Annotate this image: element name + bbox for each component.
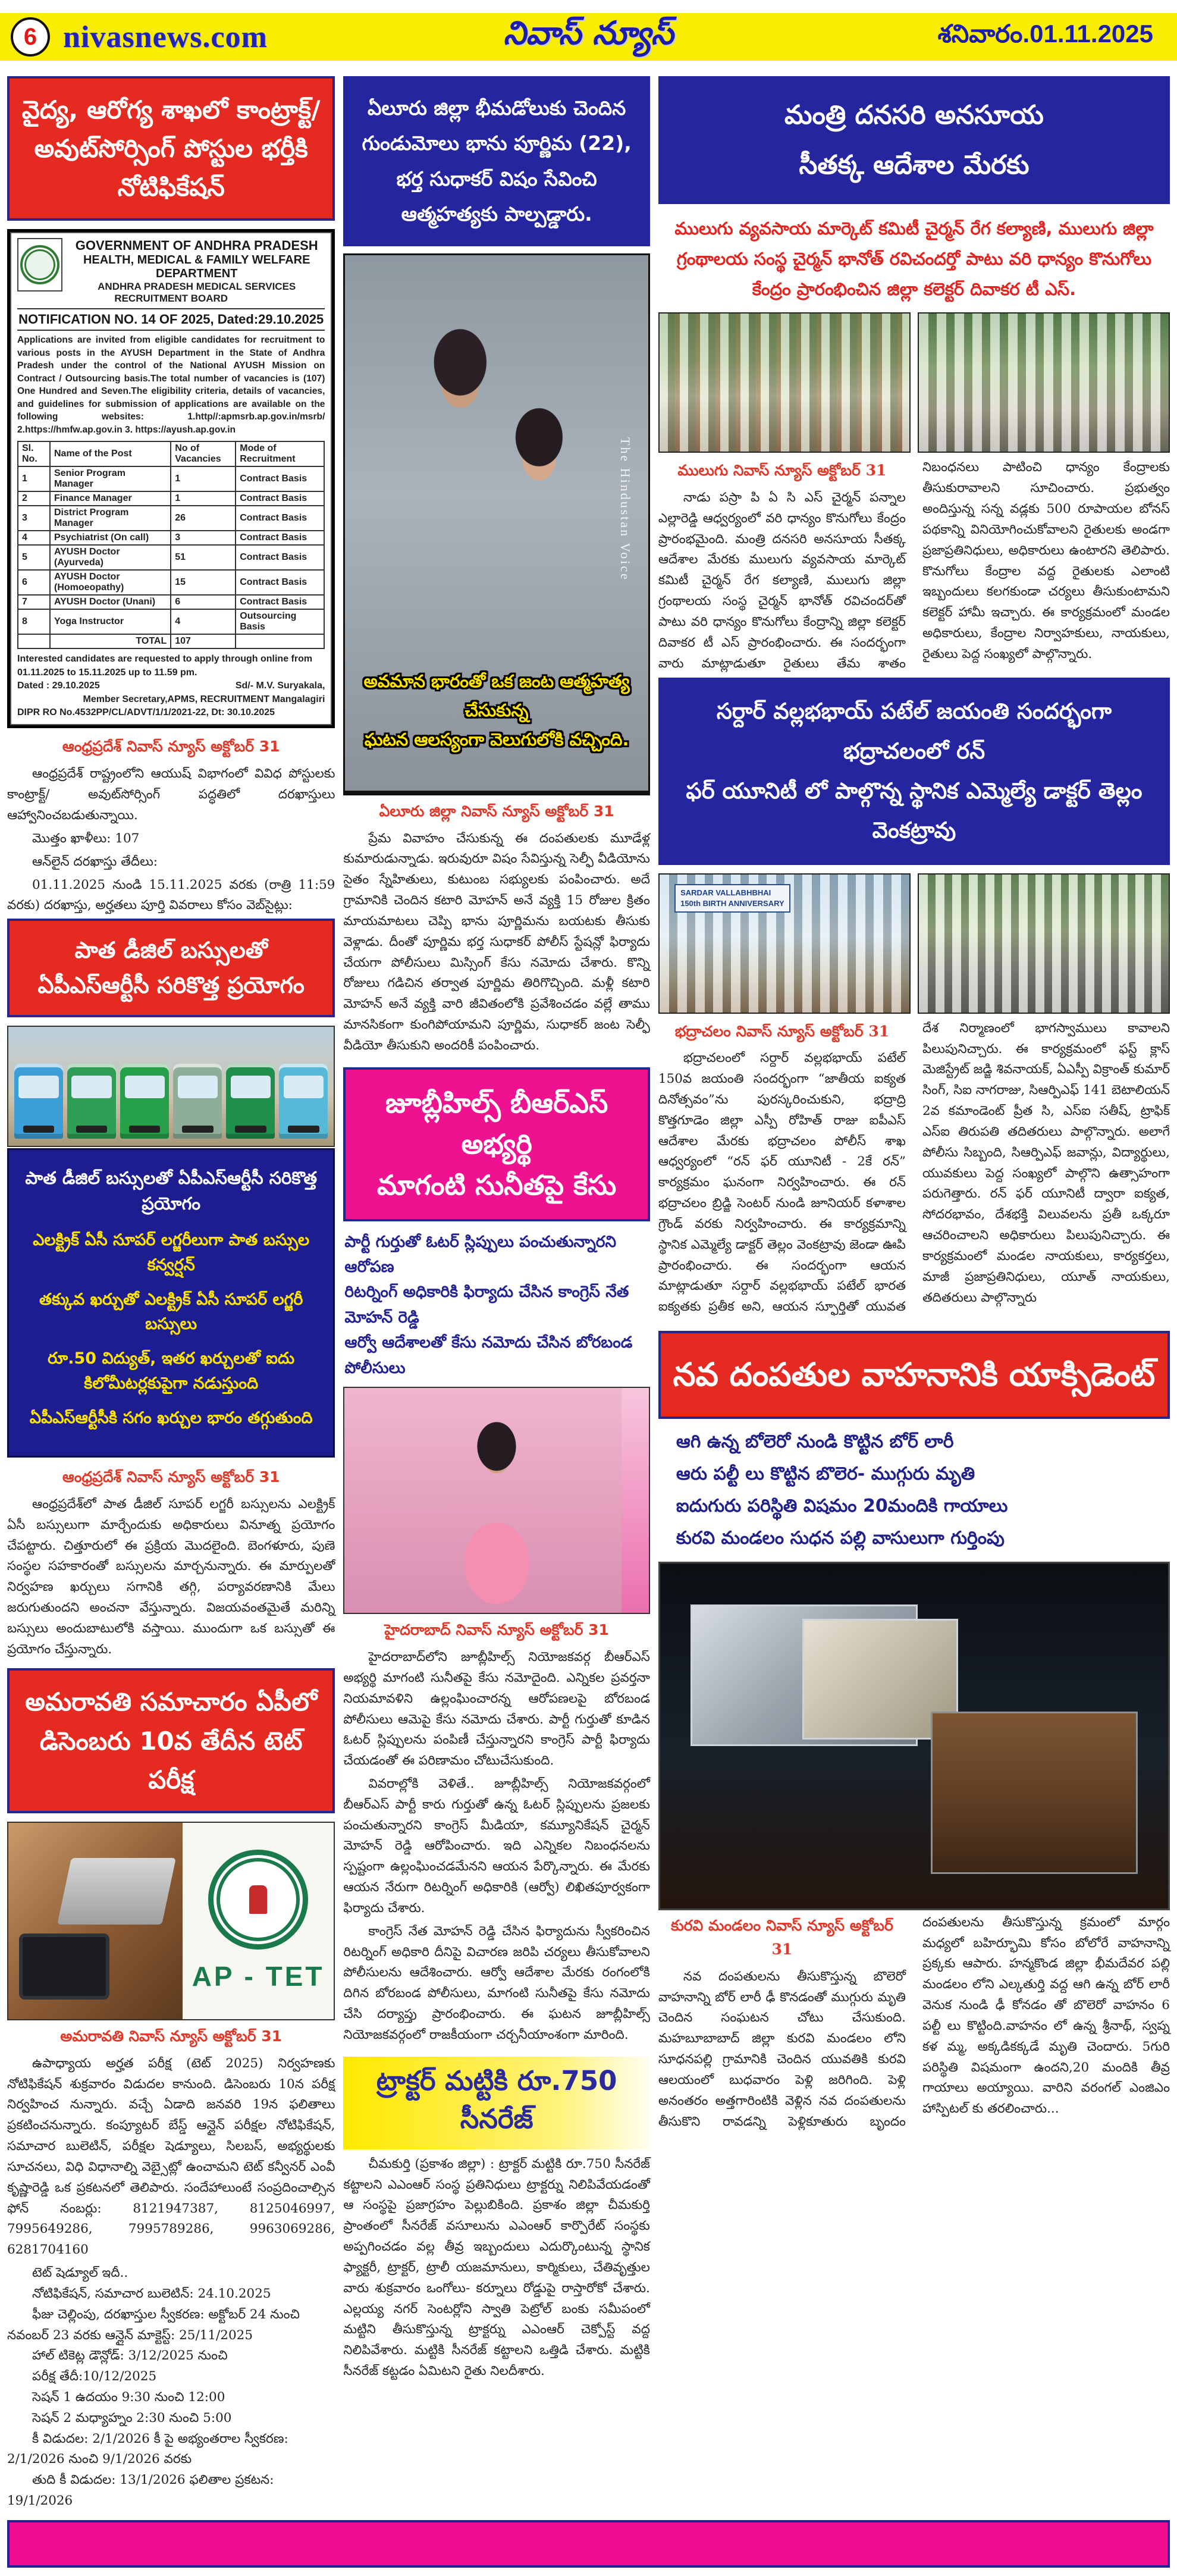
cell-slno: 1 bbox=[18, 466, 50, 491]
event-banner-line: SARDAR VALLABHBHAI bbox=[680, 888, 771, 897]
cell-mode: Contract Basis bbox=[236, 531, 324, 545]
headline-line: అమరావతి సమాచారం ఏపీలో bbox=[25, 1687, 318, 1717]
paragraph: భద్రాచలంలో సర్దార్ వల్లభభాయ్ పటేల్ 150వ జయంతి సందర్భంగా “జాతీయ ఐక్యత దినోత్సవం”ను పురస్కరించుకుని, భద్రాద్రి కొత్తగూడెం జిల్లా ఎస్పీ రోహిత్ రాజు ఐపీఎస్ ఆదేశాల మేరకు భద్రాచలం పోలీస్ శాఖ ఆధ్వర్యంలో “రన్ ఫర్ యూనిటీ - 2కే రన్” కార్యక్రమం ఘనంగా నిర్వహించారు. ఈ రన్ భద్రాచలం బ్రిడ్జి సెంటర్ నుండి జూనియర్ కళాశాల గ్రౌండ్ వరకు నిర్వహించారు. ఈ కార్యక్రమాన్ని స్థానిక ఎమ్మెల్యే డాక్టర్ తెల్లం వెంకట్రావు జెండా ఊపి ప్రారంభించారు. ఈ సందర్భంగా ఆయన మాట్లాడుతూ సర్దార్ వల్లభభాయ్ పటేల్ భారత ఐక్యతకు ప్రతీక అని, ఆయన స్ఫూర్తితో యువత దేశ నిర్మాణంలో భాగస్వాములు కావాలని పిలుపునిచ్చారు. ఈ కార్యక్రమంలో ఫస్ట్ క్లాస్ మెజిస్ట్రేట్ జడ్జి శివనాయక్, ఏఎస్పీ విక్రాంత్ కుమార్ సింగ్, సిఐ నాగరాజు, సిఆర్పిఎఫ్ 141 బెటాలియన్ 2వ కమాండెంట్ ప్రీత సి, ఎస్ఐ సతీష్, ట్రాఫిక్ ఎస్ఐ తిరుపతి తదితరులు పాల్గొన్నారు. అలాగే పోలీసు సిబ్బంది, సిఆర్పిఎఫ్ జవాన్లు, విద్యార్థులు, యువకులు పెద్ద సంఖ్యలో పాల్గొని ఉత్సాహంగా పరుగెత్తారు. రన్ ఫర్ యూనిటీ ద్వారా ఐక్యత, సోదరభావం, దేశభక్తి విలువలను ప్రతీ ఒక్కరూ ఆచరించాలని అధికారులు పిలుపునిచ్చారు. ఈ కార్యక్రమంలో మండల నాయకులు, కార్యకర్తలు, మాజీ ప్రజాప్రతినిధులు, యూత్ నాయకులు, తదితరులు పాల్గొన్నారు bbox=[658, 1020, 1170, 1315]
unity-run-photo bbox=[918, 873, 1170, 1014]
article-body bbox=[7, 2054, 335, 2263]
headline-box-run-for-unity bbox=[658, 678, 1170, 864]
cell-slno: 2 bbox=[18, 491, 50, 506]
laptop-photo bbox=[8, 1823, 183, 2019]
gov-emblem-icon bbox=[17, 238, 62, 292]
headline-line: జూబ్లీహిల్స్ బీఆర్ఎస్ అభ్యర్థి bbox=[385, 1086, 608, 1160]
table-row bbox=[18, 491, 324, 506]
subhead-line: కురవి మండలం సుధన పల్లి వాసులుగా గుర్తింపు bbox=[676, 1527, 1005, 1549]
dateline: కురవి మండలం నివాస్ న్యూస్ అక్టోబర్ 31 bbox=[671, 1916, 893, 1958]
cell-post: AYUSH Doctor (Ayurveda) bbox=[50, 545, 171, 570]
headline-line: మాగంటి సునీతపై కేసు bbox=[376, 1168, 617, 1201]
photo-side-banner bbox=[622, 1388, 649, 1613]
cell-vacancies: 4 bbox=[171, 609, 236, 634]
gov-department: HEALTH, MEDICAL & FAMILY WELFARE DEPARTMENT bbox=[83, 253, 310, 281]
cell-mode: Contract Basis bbox=[236, 466, 324, 491]
table-row bbox=[18, 570, 324, 595]
subhead-line: ఐదుగురు పరిస్థితి విషమం 20మందికి గాయాలు bbox=[676, 1495, 1008, 1516]
article-badrachalam bbox=[658, 1019, 1170, 1318]
dated-line: Dated : 29.10.2025 bbox=[17, 681, 100, 691]
headline-line: అవుట్‌సోర్సింగ్ పోస్టుల భర్తీకి నోటిఫికేషన్ bbox=[34, 134, 308, 202]
subheadline bbox=[343, 1227, 649, 1387]
cell-mode: Outsourcing Basis bbox=[236, 609, 324, 634]
schedule-item: పరీక్ష తేదీ:10/12/2025 bbox=[32, 2369, 157, 2384]
article-body bbox=[7, 1494, 335, 1663]
notification-intro: Applications are invited from eligible candidates for recruitment to various posts in the AYUSH Department in the State of Andhra Pradesh under the control of the National AYUSH Mission on Contract / Outsourcing basis.The total number of vacancies is (107) One Hundred and Seven.The eligibility criteria, details of vacancies, and guidelines for submission of applications are available on the following websites: 1.http//:apmsrb.ap.gov.in/msrb/ 2.https://hmfw.ap.gov.in 3. https://ayush.ap.gov.in bbox=[17, 330, 325, 436]
bus-shape bbox=[67, 1064, 116, 1139]
columns bbox=[0, 61, 1177, 2512]
schedule-item: కీ విడుదల: 2/1/2026 కీ పై అభ్యంతరాల స్వీకరణ: 2/1/2026 నుంచి 9/1/2026 వరకు bbox=[7, 2431, 288, 2467]
paragraph: వివరాల్లోకి వెళితే.. జూబ్లీహిల్స్ నియోజకవర్గంలో బీఆర్ఎస్ పార్టీ కారు గుర్తుతో ఉన్న ఓటర్ స్లిప్పులను ప్రజలకు పంచుతున్నారని కాంగ్రెస్ మీడియా, కమ్యూనికేషన్ చైర్మన్ మోహన్ రెడ్డి ఆరోపించారు. ఇది ఎన్నికల నిబంధనలను స్పష్టంగా ఉల్లంఘించడమేనని ఆయన పేర్కొన్నారు. ఈ మేరకు ఆయన నేరుగా రిటర్నింగ్ అధికారికి (ఆర్వో) లిఖితపూర్వకంగా ఫిర్యాదు చేశారు. bbox=[343, 1776, 650, 1916]
dateline: ఏలూరు జిల్లా నివాస్ న్యూస్ అక్టోబర్ 31 bbox=[379, 802, 614, 820]
site-name: nivasnews.com bbox=[63, 20, 268, 54]
notification-number: NOTIFICATION NO. 14 OF 2025, Dated:29.10.2025 bbox=[17, 308, 325, 327]
cell-mode: Contract Basis bbox=[236, 595, 324, 609]
schedule-item: నోటిఫికేషన్, సమాచార బులెటిన్: 24.10.2025 bbox=[32, 2286, 271, 2301]
article-mulugu bbox=[658, 457, 1170, 674]
bus-shape bbox=[14, 1064, 63, 1139]
table-header-row bbox=[18, 441, 324, 466]
event-banner-line: 150th BIRTH ANNIVERSARY bbox=[680, 899, 784, 908]
info-line-yellow: ఎలక్ట్రిక్ ఏసీ సూపర్ లగ్జరీలుగా పాత బస్సుల కన్వర్షన్ bbox=[33, 1230, 310, 1274]
subhead-line: ఆర్వో ఆదేశాలతో కేసు నమోదు చేసిన బోరబండ పోలీసులు bbox=[344, 1333, 633, 1377]
headline-line: మంత్రి దనసరి అనసూయ bbox=[784, 100, 1044, 130]
table-row bbox=[18, 466, 324, 491]
headline-box-eluru: ఏలూరు జిల్లా భీమడోలుకు చెందిన గుండుమోలు భాను పూర్ణిమ (22), భర్త సుధాకర్ విషం సేవించి ఆత్మహత్యకు పాల్పడ్డారు. bbox=[343, 76, 649, 246]
dateline: అమరావతి నివాస్ న్యూస్ అక్టోబర్ 31 bbox=[60, 2027, 283, 2045]
cell-vacancies: 3 bbox=[171, 531, 236, 545]
cell-slno: 6 bbox=[18, 570, 50, 595]
article-kuravi bbox=[658, 1913, 1170, 2133]
photo-row bbox=[658, 873, 1170, 1014]
headline-line: ఫర్ యూనిటీ లో పాల్గొన్న స్థానిక ఎమ్మెల్యే డాక్టర్ తెల్లం వెంకట్రావు bbox=[686, 778, 1143, 844]
cell-slno: 3 bbox=[18, 506, 50, 531]
schedule-item: ఫీజు చెల్లింపు, దరఖాస్తుల స్వీకరణ: అక్టోబర్ 24 నుంచి నవంబర్ 23 వరకు ఆన్లైన్ మాక్టెస్ట్: 25/11/2025 bbox=[7, 2307, 300, 2343]
table-row bbox=[18, 595, 324, 609]
cell-mode: Contract Basis bbox=[236, 506, 324, 531]
tet-schedule bbox=[7, 2263, 335, 2512]
paragraph: ప్రేమ వివాహం చేసుకున్న ఈ దంపతులకు మూడేళ్ల కుమారుడున్నాడు. ఇరువురూ విషం సేవిస్తున్న సెల్ఫీ వీడియోను సైతం స్నేహితులు, కుటుంబ సభ్యులకు పంపించారు. అదే గ్రామానికి చెందిన కటారి మోహన్ అనే వ్యక్తి 15 రోజుల క్రితం మాయమాటలు చెప్పి భాను పూర్ణిమను బయటకు తీసుకు వెళ్లాడు. దీంతో పూర్ణిమ భర్త సుధాకర్ పోలీస్ స్టేషన్లో ఫిర్యాదు చేయగా పోలీసులు మిస్సింగ్ కేసు నమోదు చేశారు. కొన్ని రోజులు గడిచిన తర్వాత పూర్ణిమ తిరిగొచ్చింది. మళ్లీ కటారి మోహన్ అనే వ్యక్తి వారి జీవితంలోకి ప్రవేశించడం వల్లే తాము మానసికంగా కుంగిపోయామని పూర్ణిమ, సుధాకర్ జంట సెల్ఫీ వీడియో తీసుకుని అందరికీ పంపించారు. bbox=[343, 831, 650, 1053]
page-number-badge: 6 bbox=[11, 17, 50, 57]
info-line-yellow: రూ.50 విద్యుత్, ఇతర ఖర్చులతో ఐదు కిలోమీటర్లకుపైగా నడుస్తుంది bbox=[48, 1349, 295, 1393]
headline-banner-tet bbox=[7, 1668, 335, 1813]
cell-post: Senior Program Manager bbox=[50, 466, 171, 491]
tablet-shape bbox=[19, 1933, 110, 2000]
paragraph: నవ దంపతులను తీసుకొస్తున్న బొలెరో వాహనాన్ని బోర్ లారీ ఢీ కొనడంతో ముగ్గురు మృతి చెందిన సంఘటన చోటు చేసుకుంది. మహబూబాబాద్ జిల్లా కురవి మండలం లోని సూధనపల్లి గ్రామానికి చెందిన యువతికి కురవి ఆలయంలో బుధవారం పెళ్లి జరిగింది. పెళ్లి అనంతరం అత్తగారింటికి వెళ్లిన నవ దంపతులను తీసుకొని రావడన్ని పెళ్లికూతురు బృందం దంపతులను తీసుకొస్తున్న క్రమంలో మార్గం మధ్యలో బహిర్భూమి కోసం బోలోరే వాహనాన్ని ప్రక్కకు ఆపారు. హన్మకొండ జిల్లా భీమదేవర పల్లి మండలం లోని ఎల్కతుర్తి వద్ద ఆగి ఉన్న బోర్ లారీ వెనుక నుండి ఢీ కోనడం తో బొలెరో వాహనం 6 పల్టీ లు కొట్టింది.వాహనం లో ఉన్న శ్రీనాథ్, స్వప్న కళ మ్మ, అక్కడికక్కడే మృతి చెందారు. 5గురి పరిస్థితి విషమంగా ఉందని,20 మందికి తీవ్ర గాయాలు అయ్యాయి. వారిని వరంగల్ ఎంజిఎం హాస్పిటల్ కు తరలించారు... bbox=[658, 1914, 1170, 2129]
subhead-line: ఆరు పల్టీ లు కొట్టిన బొలెర- ముగ్గురు మృతి bbox=[676, 1463, 975, 1484]
notification-footer bbox=[17, 653, 325, 719]
cell-vacancies: 51 bbox=[171, 545, 236, 570]
headline-banner-notification bbox=[7, 76, 335, 221]
notification-box bbox=[7, 229, 335, 728]
cell-slno: 5 bbox=[18, 545, 50, 570]
info-box-apsrtc bbox=[7, 1148, 335, 1458]
total-value: 107 bbox=[171, 634, 236, 648]
crashed-vehicle-shape bbox=[931, 1712, 1138, 1874]
cell-slno: 4 bbox=[18, 531, 50, 545]
article-body bbox=[343, 2154, 649, 2384]
headline-line: డిసెంబరు 10వ తేదీన టెట్ పరీక్ష bbox=[39, 1726, 303, 1794]
masthead-bar bbox=[0, 13, 1177, 61]
table-row bbox=[18, 506, 324, 531]
cell-post: Yoga Instructor bbox=[50, 609, 171, 634]
bus-shape bbox=[173, 1064, 222, 1139]
col-header-post: Name of the Post bbox=[50, 441, 171, 466]
cell-post: Finance Manager bbox=[50, 491, 171, 506]
headline-banner-accident: నవ దంపతుల వాహనానికి యాక్సిడెంట్ bbox=[658, 1331, 1170, 1419]
aptet-photo bbox=[7, 1822, 335, 2020]
notification-header bbox=[17, 238, 325, 305]
cell-vacancies: 1 bbox=[171, 491, 236, 506]
photo-watermark: The Hindustan Voice bbox=[617, 437, 633, 581]
aptet-label: AP - TET bbox=[192, 1960, 325, 1992]
cell-post: District Program Manager bbox=[50, 506, 171, 531]
photo-caption bbox=[345, 667, 648, 755]
secretary-line: Member Secretary,APMS, RECRUITMENT Mangalagiri bbox=[83, 694, 325, 704]
signature: Sd/- M.V. Suryakala, bbox=[235, 681, 325, 691]
gov-heading: GOVERNMENT OF ANDHRA PRADESH bbox=[75, 238, 318, 253]
bus-shape bbox=[120, 1064, 169, 1139]
cell-mode: Contract Basis bbox=[236, 570, 324, 595]
unity-stage-photo bbox=[658, 873, 911, 1014]
table-total-row bbox=[18, 634, 324, 648]
left-column bbox=[7, 76, 335, 2512]
cell-mode: Contract Basis bbox=[236, 545, 324, 570]
total-label: TOTAL bbox=[50, 634, 171, 648]
schedule-item: సెషన్ 1 ఉదయం 9:30 నుంచి 12:00 bbox=[32, 2390, 225, 2405]
dateline: భద్రాచలం నివాస్ న్యూస్ అక్టోబర్ 31 bbox=[674, 1022, 890, 1040]
paddy-center-photo-2 bbox=[918, 312, 1170, 453]
cell-vacancies: 15 bbox=[171, 570, 236, 595]
subhead-line: ఆగి ఉన్న బోలెరో నుండి కొట్టిన బోర్ లారీ bbox=[676, 1431, 954, 1452]
dateline: ములుగు నివాస్ న్యూస్ అక్టోబర్ 31 bbox=[677, 462, 887, 480]
bus-shape bbox=[279, 1064, 328, 1139]
paragraph: హైదరాబాద్‌లోని జూబ్లీహిల్స్ నియోజకవర్గ బీఆర్ఎస్ అభ్యర్థి మాగంటి సునీతపై కేసు నమోదైంది. ఎన్నికల ప్రవర్తనా నియమావళిని ఉల్లంఘించారన్న ఆరోపణలపై బోరబండ పోలీసులు ఆమెపై కేసు నమోదు చేశారు. పార్టీ గుర్తుతో కూడిన ఓటర్ స్లిప్పులను పంపిణీ చేస్తున్నారని కాంగ్రెస్ పార్టీ ఫిర్యాదు చేయడంతో ఈ పరిణామం చోటుచేసుకుంది. bbox=[343, 1650, 650, 1769]
dateline: హైదరాబాద్ నివాస్ న్యూస్ అక్టోబర్ 31 bbox=[384, 1621, 609, 1639]
cell-vacancies: 1 bbox=[171, 466, 236, 491]
apply-note: Interested candidates are requested to apply through online from 01.11.2025 to 15.11.2025 up to 11.59 pm. bbox=[17, 654, 313, 678]
caption-line: అవమాన భారంతో ఒక జంట ఆత్మహత్య చేసుకున్న bbox=[363, 670, 630, 720]
headline-line: సర్దార్ వల్లభభాయ్ పటేల్ జయంతి సందర్భంగా భద్రాచలంలో రన్ bbox=[716, 698, 1112, 764]
cell-vacancies: 6 bbox=[171, 595, 236, 609]
gov-board: ANDHRA PRADESH MEDICAL SERVICES RECRUITMENT BOARD bbox=[98, 281, 296, 305]
article-body bbox=[343, 1647, 649, 2048]
info-line-yellow: తక్కువ ఖర్చుతో ఎలక్ట్రిక్ ఏసీ సూపర్ లగ్జరీ బస్సులు bbox=[39, 1290, 303, 1334]
schedule-item: హాల్ టికెట్ల డౌన్లోడ్: 3/12/2025 నుంచి bbox=[32, 2348, 228, 2364]
headline-line: సీతక్క ఆదేశాల మేరకు bbox=[799, 149, 1030, 180]
ap-government-emblem-icon bbox=[208, 1850, 308, 1950]
info-line-white: పాత డీజిల్ బస్సులతో ఏపీఎస్ఆర్టీసీ సరికొత్త ప్రయోగం bbox=[25, 1167, 318, 1214]
issue-date: శనివారం.01.11.2025 bbox=[937, 19, 1153, 48]
headline-tractor-seigniorage: ట్రాక్టర్ మట్టికి రూ.750 సీనరేజ్ bbox=[343, 2057, 649, 2149]
headline-banner-brs-case bbox=[343, 1067, 649, 1221]
paragraph: కాంగ్రెస్ నేత మోహన్ రెడ్డి చేసిన ఫిర్యాదును స్వీకరించిన రిటర్నింగ్ అధికారి దీనిపై విచారణ జరిపి చర్యలు తీసుకోవాలని పోలీసులను ఆదేశించారు. ఆర్వో ఆదేశాల మేరకు రంగంలోకి దిగిన బోరబండ పోలీసులు, మాగంటి సునీతపై కేసు నమోదు చేసి దర్యాప్తు ప్రారంభించారు. ఈ ఘటన జూబ్లీహిల్స్ నియోజకవర్గంలో రాజకీయంగా చర్చనీయాంశంగా మారింది. bbox=[343, 1923, 650, 2042]
couple-photo bbox=[343, 253, 649, 795]
dateline: ఆంధ్రప్రదేశ్ నివాస్ న్యూస్ అక్టోబర్ 31 bbox=[62, 1468, 280, 1486]
paragraph: 01.11.2025 నుండి 15.11.2025 వరకు (రాత్రి 11:59 వరకు) దరఖాస్తు, అర్హతలు పూర్తి వివరాలు కోసం వెబ్‌సైట్లు: bbox=[7, 877, 335, 913]
cell-mode: Contract Basis bbox=[236, 491, 324, 506]
article-body bbox=[343, 829, 649, 1059]
schedule-item: తుది కీ విడుదల: 13/1/2026 ఫలితాల ప్రకటన: 19/1/2026 bbox=[7, 2472, 274, 2509]
cell-slno: 7 bbox=[18, 595, 50, 609]
photo-row bbox=[658, 312, 1170, 453]
cell-slno: 8 bbox=[18, 609, 50, 634]
paragraph: ఆంధ్రప్రదేశ్ రాష్ట్రంలోని ఆయుష్ విభాగంలో వివిధ పోస్టులకు కాంట్రాక్ట్/ అవుట్‌సోర్సింగ్ పద్ధతిలో దరఖాస్తులు ఆహ్వానించబడుతున్నాయి. bbox=[7, 766, 335, 823]
headline-banner-apsrtc bbox=[7, 919, 335, 1017]
schedule-item: సెషన్ 2 మధ్యాహ్నం 2:30 నుంచి 5:00 bbox=[32, 2410, 232, 2425]
dateline: ఆంధ్రప్రదేశ్ నివాస్ న్యూస్ అక్టోబర్ 31 bbox=[62, 738, 280, 756]
table-row bbox=[18, 531, 324, 545]
accident-subheads bbox=[658, 1424, 1170, 1562]
subhead-line: పార్టీ గుర్తుతో ఓటర్ స్లిప్పులు పంచుతున్నారని ఆరోపణ bbox=[344, 1232, 617, 1277]
col-header-vacancies: No of Vacancies bbox=[171, 441, 236, 466]
paragraph: ఆంధ్రప్రదేశ్‌లో పాత డీజిల్ సూపర్ లగ్జరీ బస్సులను ఎలక్ట్రిక్ ఏసీ బస్సులుగా మార్చేందుకు అధికారులు వినూత్న ప్రయోగం చేపట్టారు. చిత్తూరులో ఈ ప్రక్రియ మొదలైంది. బెంగళూరు, పుణె సంస్థల సహకారంతో బస్సులను మార్చనున్నారు. ఈ మార్పులతో నిర్వహణ ఖర్చులు సగానికి తగ్గి, పర్యావరణానికి మేలు జరుగుతుందని అంచనా వేస్తున్నారు. విజయవంతమైతే మరిన్ని బస్సులు అందుబాటులోకి వస్తాయి. ముందుగా ఒక బస్సుతో ఈ ప్రయోగం చేస్తున్నారు. bbox=[7, 1496, 335, 1657]
paragraph: మొత్తం ఖాళీలు: 107 bbox=[32, 831, 140, 846]
article-body bbox=[7, 764, 335, 919]
caption-line: ఘటన ఆలస్యంగా వెలుగులోకి వచ్చింది. bbox=[364, 729, 629, 750]
headline-line: ఏపీఎస్ఆర్టీసీ సరికొత్త ప్రయోగం bbox=[37, 972, 305, 999]
subhead-line: రిటర్నింగ్ అధికారికి ఫిర్యాదు చేసిన కాంగ్రెస్ నేత మోహన్ రెడ్డి bbox=[344, 1283, 629, 1327]
paddy-center-photo-1 bbox=[658, 312, 911, 453]
cell-post: AYUSH Doctor (Unani) bbox=[50, 595, 171, 609]
dipr-line: DIPR RO No.4532PP/CL/ADVT/1/1/2021-22, Dt: 30.10.2025 bbox=[17, 707, 275, 717]
paragraph: నాడు పస్రా పి ఏ సి ఎస్ చైర్మన్ పన్నాల ఎల్లారెడ్డి ఆధ్వర్యంలో వరి ధాన్యం కొనుగోలు కేంద్రం ప్రారంభమైంది. మంత్రి దనసరి అనసూయ సీతక్క ఆదేశాల మేరకు ములుగు వ్యవసాయ మార్కెట్ కమిటీ చైర్మన్ రేగ కల్యాణి, ములుగు జిల్లా గ్రంథాలయ సంస్థ చైర్మన్ భానోత్ రవిచందర్‌తో పాటు వరి ధాన్యం కొనుగోలు కేంద్రాన్ని జిల్లా కలెక్టర్ దివాకర టీ ఎస్ ప్రారంభించారు. ఈ సందర్భంగా వారు మాట్లాడుతూ రైతులు తేమ శాతం నిబంధనలు పాటించి ధాన్యం కేంద్రాలకు తీసుకురావాలని సూచించారు. ప్రభుత్వం అందిస్తున్న సన్న వడ్లకు 500 రూపాయల బోనస్ పథకాన్ని వినియోగించుకోవాలని రైతులకు అండగా ప్రజాప్రతినిధులు, అధికారులు ఉంటారని తెలిపారు. కొనుగోలు కేంద్రాల వద్ద రైతులకు ఎలాంటి ఇబ్బందులు కలగకుండా చర్యలు తీసుకుంటామని కలెక్టర్ హామీ ఇచ్చారు. ఈ కార్యక్రమంలో మండల అధికారులు, కేంద్రాల నిర్వాహకులు, నాయకులు, రైతులు పెద్ద సంఖ్యలో పాల్గొన్నారు. bbox=[658, 460, 1170, 671]
cell-vacancies: 26 bbox=[171, 506, 236, 531]
schedule-title: టెట్ షెడ్యూల్ ఇదీ.. bbox=[32, 2265, 128, 2281]
accident-photo bbox=[658, 1562, 1170, 1910]
paragraph: ఉపాధ్యాయ అర్హత పరీక్ష (టెట్ 2025) నిర్వహణకు నోటిఫికేషన్ శుక్రవారం విడుదల కానుంది. డిసెంబరు 10న పరీక్ష నిర్వహించ నున్నారు. వచ్చే ఏడాది జనవరి 19న ఫలితాలు ప్రకటించనున్నారు. కంప్యూటర్ బేస్డ్ ఆన్లైన్ పరీక్షల నోటిఫికేషన్, సమాచార బులెటిన్, పరీక్షల షెడ్యూలు, సిలబస్, అభ్యర్థులకు సూచనలు, విధి విధానాల్ని వెబ్సైట్లో ఉంచామని టెట్ కన్వీనర్ ఎంవీ కృష్ణారెడ్డి ఒక ప్రకటనలో తెలిపారు. సందేహాలుంటే సంప్రదించాల్సిన ఫోన్ నంబర్లు: 8121947387, 8125046997, 7995649286, 7995789286, 9963069286, 6281704160 bbox=[7, 2055, 335, 2258]
table-row bbox=[18, 545, 324, 570]
paragraph: ఆన్‌లైన్ దరఖాస్తు తేదీలు: bbox=[32, 854, 158, 869]
col-header-slno: Sl. No. bbox=[18, 441, 50, 466]
headline-box-minister bbox=[658, 76, 1170, 204]
cell-post: AYUSH Doctor (Homoeopathy) bbox=[50, 570, 171, 595]
right-column bbox=[658, 76, 1170, 2136]
aptet-card bbox=[183, 1823, 334, 2019]
headline-line: పాత డీజిల్ బస్సులతో bbox=[74, 937, 268, 964]
subheadline-red: ములుగు వ్యవసాయ మార్కెట్ కమిటీ చైర్మన్ రేగ కల్యాణి, ములుగు జిల్లా గ్రంథాలయ సంస్థ చైర్మన్ భానోత్ రవిచందర్తో పాటు వరి ధాన్యం కొనుగోలు కేంద్రం ప్రారంభించిన జిల్లా కలెక్టర్ దివాకర టీ ఎస్. bbox=[674, 218, 1154, 299]
footer-strip bbox=[7, 2520, 1170, 2568]
newspaper-page bbox=[0, 13, 1177, 2568]
masthead-title: నివాస్ న్యూస్ bbox=[503, 14, 674, 52]
table-row bbox=[18, 609, 324, 634]
headline-line: వైద్య, ఆరోగ్య శాఖలో కాంట్రాక్ట్/ bbox=[21, 95, 321, 124]
event-banner-text bbox=[674, 884, 790, 913]
paragraph: చీమకుర్తి (ప్రకాశం జిల్లా) : ట్రాక్టర్ మట్టికి రూ.750 సీనరేజ్ కట్టాలని ఎఎంఆర్ సంస్థ ప్రతినిధులు ట్రాక్టర్ను నిలిపివేయడంతో ఆ సంస్థపై ప్రజాగ్రహం పెల్లుబికింది. ప్రకాశం జిల్లా చీమకుర్తి ప్రాంతంలో సీనరేజ్ వసూలును ఎఎంఆర్ కార్పొరేట్ సంస్థకు అప్పగించడం వల్ల తీవ్ర ఇబ్బందులు ఎదుర్కొంటున్న స్థానిక ఫ్యాక్టరీ, ట్రాక్టర్, ట్రాలీ యజమానులు, కార్మికులు, చేతివృత్తుల వారు శుక్రవారం ఒంగోలు- కర్నూలు రోడ్డుపై రాస్తారోకో చేశారు. ఎల్లయ్య నగర్ సెంటర్లోని స్వాతి పెట్రోల్ బంకు సమీపంలో మట్టిని తీసుకొస్తున్న ట్రాక్టర్ను ఎఎంఆర్ చెక్పోస్ట్ వద్ద నిలిపివేశారు. మట్టికి సీనరేజ్ కట్టాలని ఒత్తిడి చేశారు. మట్టికి సీనరేజ్ కట్టడం ఏమిటని రైతు నిలదీశారు. bbox=[343, 2156, 650, 2379]
middle-column bbox=[343, 76, 649, 2384]
laptop-shape bbox=[57, 1858, 176, 1925]
cell-post: Psychiatrist (On call) bbox=[50, 531, 171, 545]
vacancy-table bbox=[17, 441, 325, 649]
bus-shape bbox=[226, 1064, 275, 1139]
info-line-yellow: ఏపీఎస్ఆర్టీసీకి సగం ఖర్చుల భారం తగ్గుతుంది bbox=[29, 1409, 313, 1427]
bus-depot-photo bbox=[7, 1026, 335, 1147]
col-header-mode: Mode of Recruitment bbox=[236, 441, 324, 466]
candidate-photo bbox=[343, 1387, 649, 1614]
